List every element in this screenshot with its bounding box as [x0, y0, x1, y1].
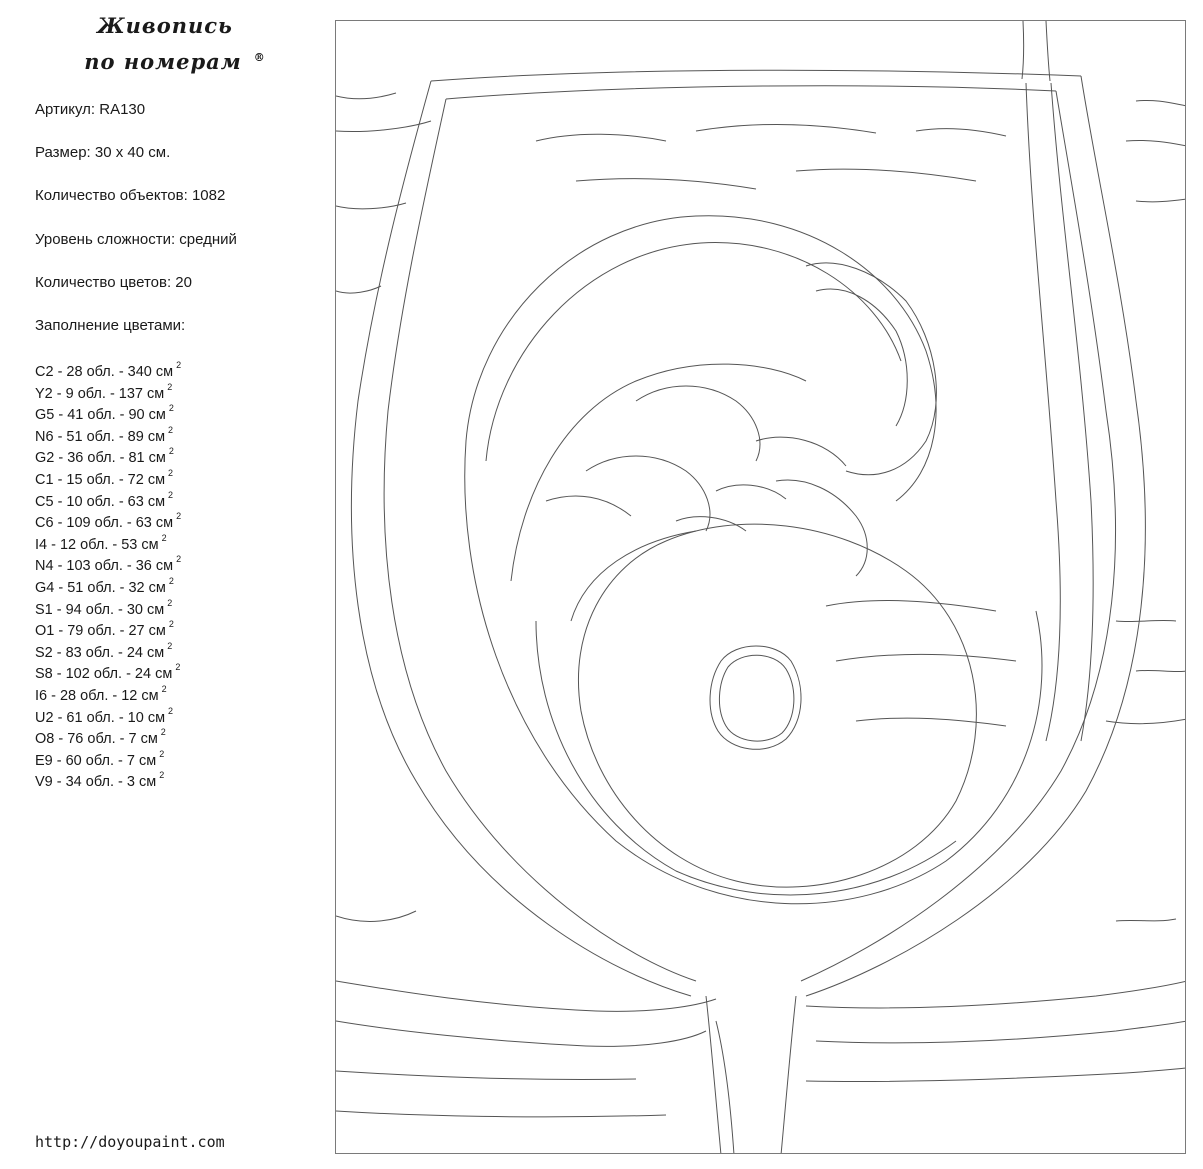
legend-item: [35, 357, 181, 379]
legend-item-text: S1 - 94 обл. - 30 см: [35, 601, 165, 618]
legend-item: [35, 530, 181, 552]
legend-item-text: U2 - 61 обл. - 10 см: [35, 709, 166, 726]
legend-item: [35, 379, 181, 401]
legend-item-unit-power: 2: [176, 360, 182, 370]
legend-item-unit-power: 2: [167, 381, 173, 392]
legend-item: [35, 443, 181, 465]
legend-item: [35, 595, 181, 617]
legend-item-text: V9 - 34 обл. - 3 см: [35, 774, 157, 791]
legend-item-unit-power: 2: [176, 511, 182, 522]
legend-item-unit-power: 2: [168, 467, 174, 478]
legend-item-unit-power: 2: [176, 554, 182, 565]
registered-mark: ®: [253, 51, 266, 64]
legend-item: [35, 616, 181, 638]
objects-count-label: Количество объектов: 1082: [35, 187, 226, 204]
legend-item-text: G5 - 41 обл. - 90 см: [35, 407, 166, 424]
legend-item-unit-power: 2: [159, 770, 165, 781]
legend-item-text: N6 - 51 обл. - 89 см: [35, 428, 166, 445]
fill-heading: Заполнение цветами:: [35, 317, 186, 334]
legend-item-unit-power: 2: [160, 727, 166, 738]
legend-item-unit-power: 2: [168, 619, 174, 630]
size-label: Размер: 30 х 40 см.: [35, 144, 171, 161]
article-label: Артикул: RA130: [35, 101, 146, 118]
legend-item-unit-power: 2: [161, 683, 167, 694]
legend-item: [35, 551, 181, 573]
colors-count-label: Количество цветов: 20: [35, 274, 192, 291]
brand-title-line1: Живопись: [97, 13, 233, 38]
legend-item-unit-power: 2: [175, 662, 181, 673]
legend-item-text: I4 - 12 обл. - 53 см: [35, 536, 159, 553]
brand-title-line2: [10, 42, 340, 78]
legend-item: [35, 703, 181, 725]
legend-item-unit-power: 2: [168, 403, 174, 414]
wine-glass-outline-drawing: [336, 21, 1186, 1154]
legend-item: [35, 465, 181, 487]
legend-item: [35, 767, 181, 789]
website-link[interactable]: http://doyoupaint.com: [35, 1133, 225, 1151]
legend-item-unit-power: 2: [159, 748, 165, 759]
legend-item: [35, 724, 181, 746]
legend-item: [35, 400, 181, 422]
legend-item-unit-power: 2: [168, 705, 174, 716]
legend-item-text: O8 - 76 обл. - 7 см: [35, 730, 158, 747]
legend-item-unit-power: 2: [168, 446, 174, 457]
legend-item-text: O1 - 79 обл. - 27 см: [35, 622, 166, 639]
legend-item-text: S8 - 102 обл. - 24 см: [35, 666, 173, 683]
difficulty-label: Уровень сложности: средний: [35, 231, 237, 248]
legend-item-text: E9 - 60 обл. - 7 см: [35, 752, 157, 769]
legend-item-text: C5 - 10 обл. - 63 см: [35, 493, 166, 510]
legend-item-text: G2 - 36 обл. - 81 см: [35, 450, 166, 467]
legend-item: [35, 422, 181, 444]
legend-item: [35, 681, 181, 703]
legend-item-text: I6 - 28 обл. - 12 см: [35, 687, 159, 704]
legend-item: [35, 508, 181, 530]
legend-item-unit-power: 2: [168, 575, 174, 586]
legend-item-unit-power: 2: [161, 532, 167, 543]
legend-item: [35, 659, 181, 681]
legend-item-text: C2 - 28 обл. - 340 см: [35, 363, 174, 380]
color-legend-list: [35, 357, 181, 789]
legend-item-unit-power: 2: [168, 489, 174, 500]
legend-item-text: G4 - 51 обл. - 32 см: [35, 579, 166, 596]
legend-item-text: N4 - 103 обл. - 36 см: [35, 558, 174, 575]
legend-item-unit-power: 2: [167, 597, 173, 608]
legend-item-text: C1 - 15 обл. - 72 см: [35, 471, 166, 488]
legend-item-text: C6 - 109 обл. - 63 см: [35, 514, 174, 531]
legend-item-text: Y2 - 9 обл. - 137 см: [35, 385, 165, 402]
legend-item-text: S2 - 83 обл. - 24 см: [35, 644, 165, 661]
legend-item: [35, 573, 181, 595]
info-panel: [0, 0, 330, 1169]
brand-title-line2-text: по номерам: [84, 49, 242, 74]
coloring-canvas: [335, 20, 1186, 1154]
brand-logo: [0, 10, 330, 78]
legend-item-unit-power: 2: [167, 640, 173, 651]
legend-item-unit-power: 2: [168, 424, 174, 435]
legend-item: [35, 638, 181, 660]
legend-item: [35, 487, 181, 509]
legend-item: [35, 746, 181, 768]
